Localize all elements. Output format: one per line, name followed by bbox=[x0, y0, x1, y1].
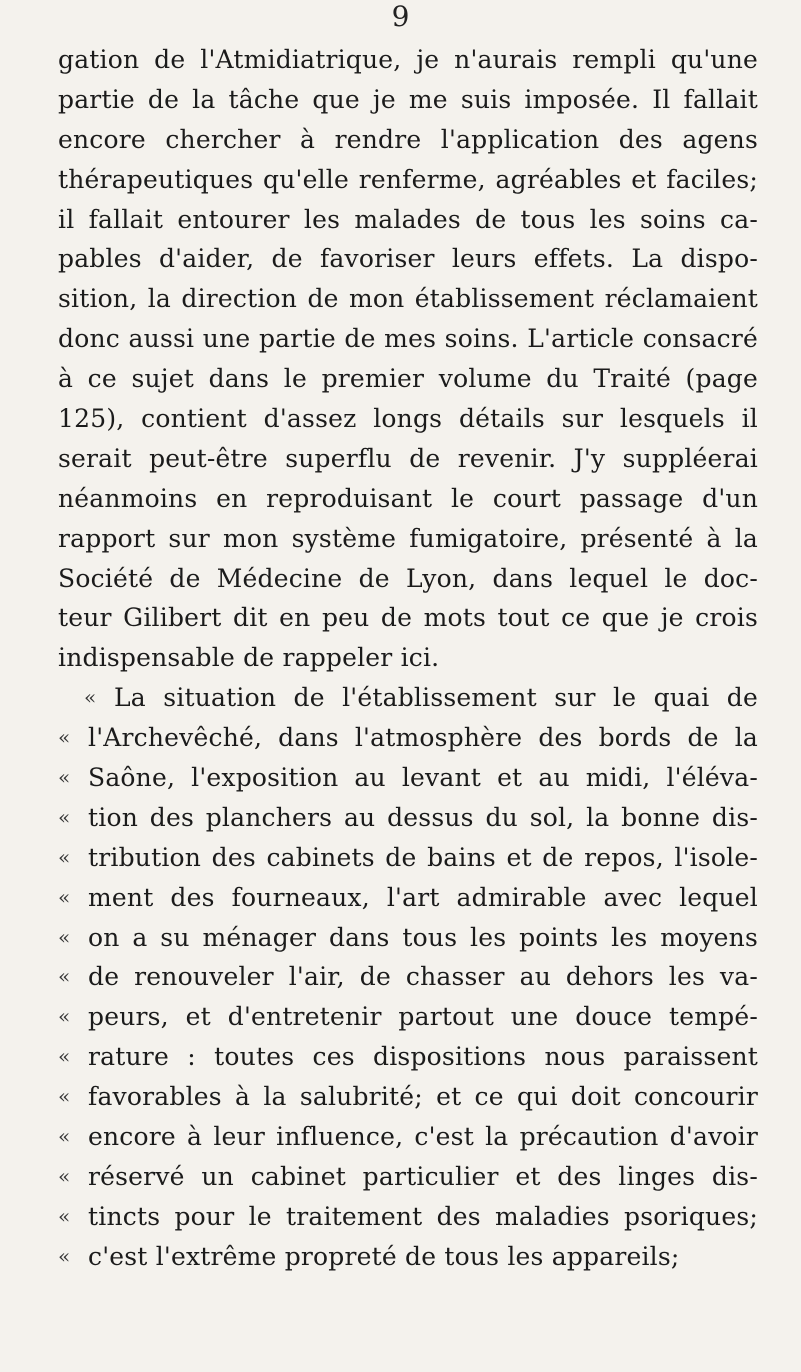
page-number: 9 bbox=[391, 0, 410, 33]
quote-text: peurs, et d'entretenir partout une douce tempé- bbox=[88, 1002, 758, 1032]
quote-line bbox=[58, 718, 758, 758]
quote-line bbox=[58, 838, 758, 878]
paragraph-main bbox=[58, 40, 758, 678]
quote-text: ment des fourneaux, l'art admirable avec lequel bbox=[88, 882, 758, 912]
quote-mark: « bbox=[58, 1124, 71, 1149]
quote-text: tincts pour le traitement des maladies psoriques; bbox=[88, 1201, 758, 1231]
quote-mark: « bbox=[58, 844, 71, 869]
quote-text: La situation de l'établissement sur le quai de bbox=[114, 683, 758, 713]
quote-text: c'est l'extrême propreté de tous les appareils; bbox=[88, 1241, 680, 1271]
quote-mark: « bbox=[58, 924, 71, 949]
quote-line bbox=[58, 878, 758, 918]
quote-text: on a su ménager dans tous les points les moyens bbox=[88, 922, 758, 952]
quote-line bbox=[58, 1117, 758, 1157]
quote-text: encore à leur influence, c'est la précaution d'avoir bbox=[88, 1122, 758, 1152]
quote-mark: « bbox=[58, 804, 71, 829]
text-line: néanmoins en reproduisant le court passage d'un bbox=[58, 483, 758, 513]
text-line: pables d'aider, de favoriser leurs effets. La dispo- bbox=[58, 244, 758, 274]
quote-line bbox=[58, 678, 758, 718]
quote-mark: « bbox=[58, 964, 71, 989]
text-line: rapport sur mon système fumigatoire, présenté à la bbox=[58, 523, 758, 553]
text-line: teur Gilibert dit en peu de mots tout ce que je crois bbox=[58, 603, 758, 633]
quote-line bbox=[58, 918, 758, 958]
quote-mark: « bbox=[58, 765, 71, 790]
quote-mark: « bbox=[84, 685, 97, 710]
text-line: serait peut-être superflu de revenir. J'y suppléerai bbox=[58, 443, 758, 473]
quote-line bbox=[58, 798, 758, 838]
quote-mark: « bbox=[58, 1084, 71, 1109]
quote-line bbox=[58, 957, 758, 997]
quote-mark: « bbox=[58, 725, 71, 750]
text-line: donc aussi une partie de mes soins. L'article consacré bbox=[58, 324, 758, 354]
quote-line bbox=[58, 997, 758, 1037]
body-text bbox=[58, 40, 758, 1277]
quote-line bbox=[58, 1197, 758, 1237]
quote-line bbox=[58, 1157, 758, 1197]
quote-text: tribution des cabinets de bains et de repos, l'isole- bbox=[88, 842, 758, 872]
text-line: gation de l'Atmidiatrique, je n'aurais rempli qu'une bbox=[58, 45, 758, 74]
quote-mark: « bbox=[58, 1203, 71, 1228]
quote-line bbox=[58, 1077, 758, 1117]
quote-text: rature : toutes ces dispositions nous paraissent bbox=[88, 1042, 758, 1072]
quote-mark: « bbox=[58, 884, 71, 909]
quote-text: Saône, l'exposition au levant et au midi, l'éléva- bbox=[88, 763, 758, 793]
text-line: il fallait entourer les malades de tous les soins ca- bbox=[58, 204, 758, 234]
quote-text: tion des planchers au dessus du sol, la bonne dis- bbox=[88, 802, 758, 832]
text-line: thérapeutiques qu'elle renferme, agréables et faciles; bbox=[58, 164, 758, 194]
quote-line bbox=[58, 1037, 758, 1077]
quote-mark: « bbox=[58, 1163, 71, 1188]
text-line: indispensable de rappeler ici. bbox=[58, 643, 440, 673]
quote-text: réservé un cabinet particulier et des linges dis- bbox=[88, 1161, 758, 1191]
text-line: sition, la direction de mon établissement réclamaient bbox=[58, 284, 758, 314]
quote-line bbox=[58, 1237, 758, 1277]
quotation-block bbox=[58, 678, 758, 1276]
text-line: 125), contient d'assez longs détails sur lesquels il bbox=[58, 404, 758, 434]
quote-mark: « bbox=[58, 1044, 71, 1069]
quote-mark: « bbox=[58, 1004, 71, 1029]
quote-mark: « bbox=[58, 1243, 71, 1268]
quote-line bbox=[58, 758, 758, 798]
text-line: Société de Médecine de Lyon, dans lequel le doc- bbox=[58, 563, 758, 593]
quote-text: l'Archevêché, dans l'atmosphère des bords de la bbox=[88, 723, 758, 753]
text-line: encore chercher à rendre l'application des agens bbox=[58, 124, 758, 154]
text-line: partie de la tâche que je me suis imposée. Il fallait bbox=[58, 84, 758, 114]
quote-text: de renouveler l'air, de chasser au dehors les va- bbox=[88, 962, 758, 992]
text-line: à ce sujet dans le premier volume du Traité (page bbox=[58, 364, 758, 394]
quote-text: favorables à la salubrité; et ce qui doit concourir bbox=[88, 1082, 758, 1112]
